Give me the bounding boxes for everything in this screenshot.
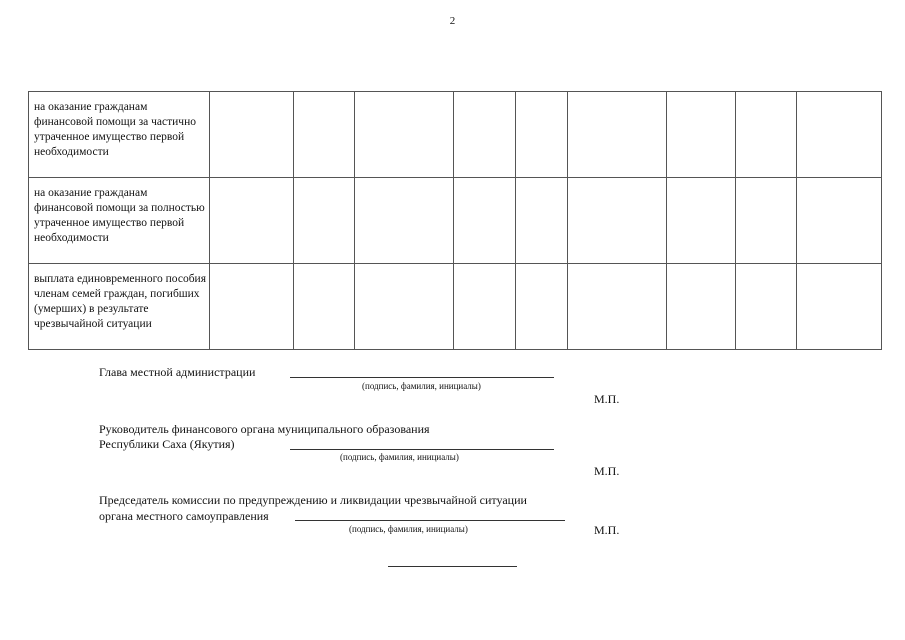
table-row <box>29 92 882 178</box>
table-cell <box>355 178 454 264</box>
table-cell <box>516 178 568 264</box>
finance-stamp: М.П. <box>594 464 620 478</box>
table-cell <box>294 92 355 178</box>
table-cell <box>667 264 736 350</box>
commission-title-line2: органа местного самоуправления <box>99 509 269 523</box>
commission-title-line1: Председатель комиссии по предупреждению и ликвидации чрезвычайной ситуации <box>99 493 527 507</box>
table-cell <box>454 92 516 178</box>
head-signature-line <box>290 377 554 378</box>
commission-signature-hint: (подпись, фамилия, инициалы) <box>349 524 468 534</box>
finance-title-line2: Республики Саха (Якутия) <box>99 437 235 451</box>
table-cell <box>736 178 797 264</box>
commission-stamp: М.П. <box>594 523 620 537</box>
row-label: на оказание гражданам финансовой помощи за полностью утраченное имущество первой необходимости <box>29 178 210 264</box>
table-cell <box>797 92 882 178</box>
bottom-separator <box>388 566 517 567</box>
table-cell <box>210 178 294 264</box>
page-number: 2 <box>449 15 456 27</box>
table-cell <box>568 178 667 264</box>
table-cell <box>516 92 568 178</box>
table-cell <box>355 264 454 350</box>
table-cell <box>736 264 797 350</box>
head-stamp: М.П. <box>594 392 620 406</box>
table-cell <box>667 92 736 178</box>
head-signature-hint: (подпись, фамилия, инициалы) <box>362 381 481 391</box>
table-cell <box>454 264 516 350</box>
assistance-table <box>28 91 882 350</box>
finance-title-line1: Руководитель финансового органа муниципального образования <box>99 422 430 436</box>
commission-signature-line <box>295 520 565 521</box>
table-cell <box>667 178 736 264</box>
table-cell <box>797 178 882 264</box>
table-cell <box>210 92 294 178</box>
table-cell <box>454 178 516 264</box>
finance-signature-hint: (подпись, фамилия, инициалы) <box>340 452 459 462</box>
table-cell <box>568 92 667 178</box>
table-row <box>29 178 882 264</box>
row-label: на оказание гражданам финансовой помощи за частично утраченное имущество первой необходимости <box>29 92 210 178</box>
table-cell <box>294 264 355 350</box>
table-row <box>29 264 882 350</box>
row-label: выплата единовременного пособия членам семей граждан, погибших (умерших) в результате чрезвычайной ситуации <box>29 264 210 350</box>
finance-signature-line <box>290 449 554 450</box>
head-title: Глава местной администрации <box>99 365 256 379</box>
table-cell <box>355 92 454 178</box>
table-cell <box>294 178 355 264</box>
table-cell <box>797 264 882 350</box>
table-cell <box>568 264 667 350</box>
table-cell <box>516 264 568 350</box>
table-cell <box>736 92 797 178</box>
table-cell <box>210 264 294 350</box>
